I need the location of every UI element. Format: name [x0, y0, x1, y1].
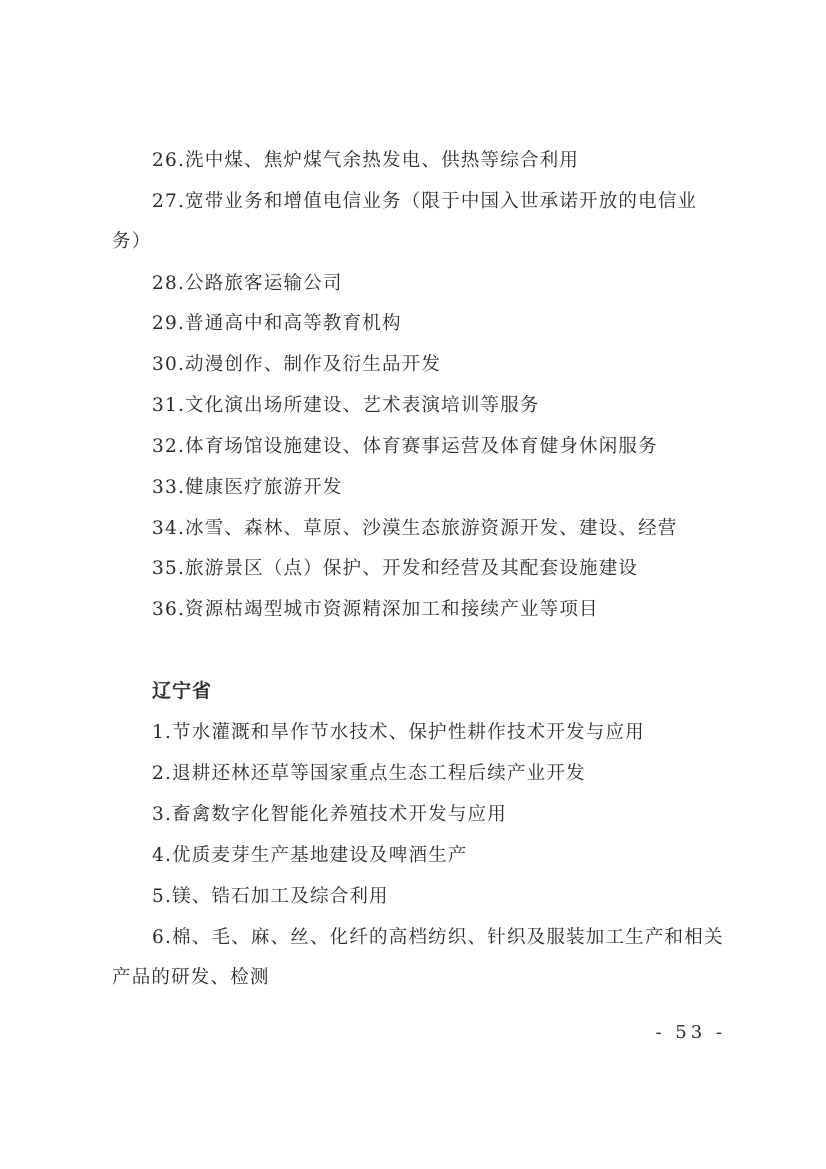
- list-item: 30.动漫创作、制作及衍生品开发: [152, 354, 442, 375]
- list-item: 29.普通高中和高等教育机构: [152, 313, 402, 334]
- list-item: 34.冰雪、森林、草原、沙漠生态旅游资源开发、建设、经营: [152, 518, 678, 539]
- list-item: 4.优质麦芽生产基地建设及啤酒生产: [152, 845, 468, 866]
- list-item: 31.文化演出场所建设、艺术表演培训等服务: [152, 395, 540, 416]
- list-item: 5.镁、锆石加工及综合利用: [152, 886, 389, 907]
- list-item: 32.体育场馆设施建设、体育赛事运营及体育健身休闲服务: [152, 436, 658, 457]
- list-item: 28.公路旅客运输公司: [152, 273, 343, 294]
- list-item: 3.畜禽数字化智能化养殖技术开发与应用: [152, 804, 507, 825]
- list-item: 6.棉、毛、麻、丝、化纤的高档纺织、针织及服装加工生产和相关产品的研发、检测: [112, 927, 724, 988]
- list-item: 33.健康医疗旅游开发: [152, 477, 343, 498]
- list-item: 1.节水灌溉和旱作节水技术、保护性耕作技术开发与应用: [152, 722, 645, 743]
- list-item: 26.洗中煤、焦炉煤气余热发电、供热等综合利用: [152, 150, 580, 171]
- page-number: - 53 -: [655, 1022, 726, 1043]
- list-item: 36.资源枯竭型城市资源精深加工和接续产业等项目: [152, 599, 599, 620]
- list-item: 27.宽带业务和增值电信业务（限于中国入世承诺开放的电信业务）: [112, 191, 698, 252]
- list-item: 35.旅游景区（点）保护、开发和经营及其配套设施建设: [152, 558, 639, 579]
- list-item: 2.退耕还林还草等国家重点生态工程后续产业开发: [152, 763, 586, 784]
- section-heading: 辽宁省: [152, 680, 213, 702]
